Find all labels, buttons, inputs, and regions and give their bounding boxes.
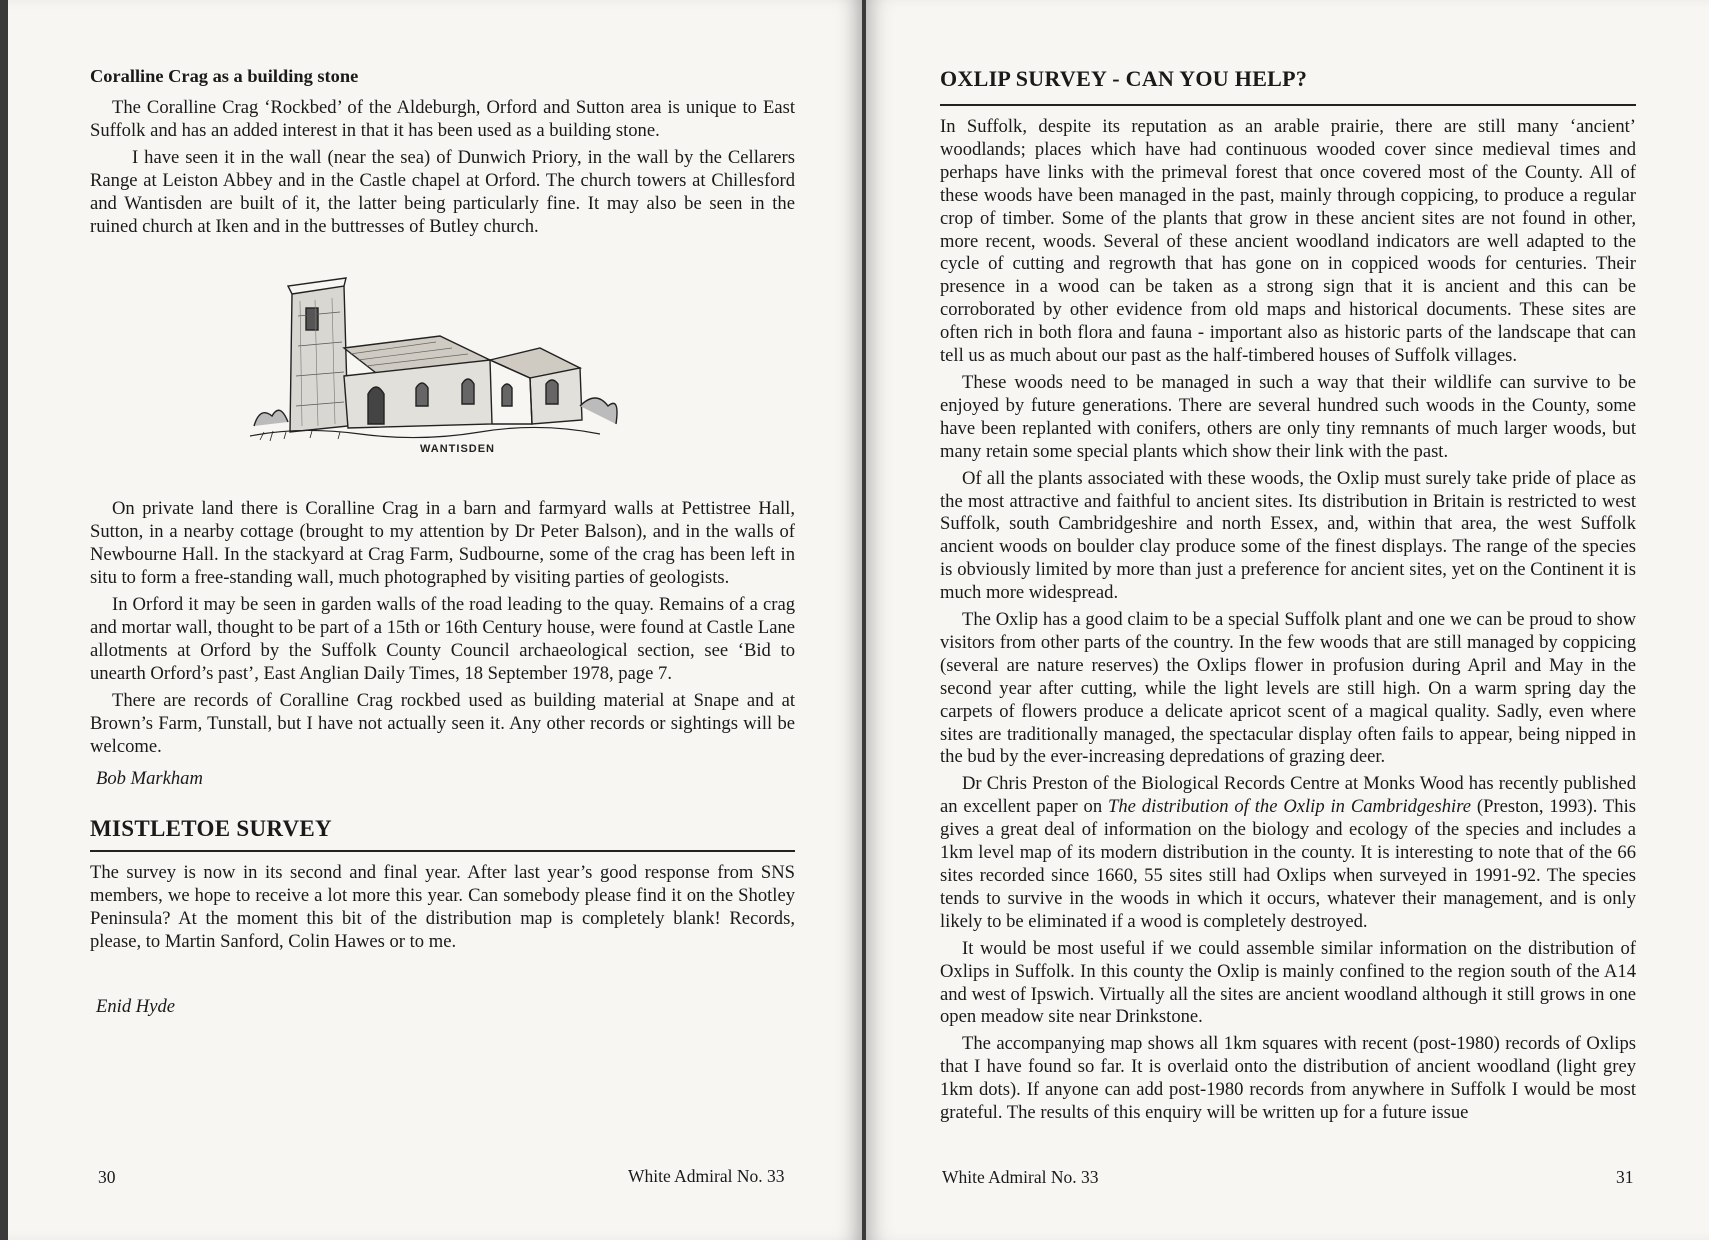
page-number: 31 [1616,1167,1634,1187]
text-run: Dr Chris Preston of the Biological Records Centre at Monks Wood has recently published an excellent paper on [940,773,1636,818]
illustration-caption: WANTISDEN [420,443,495,456]
paragraph: I have seen it in the wall (near the sea) of Dunwich Priory, in the wall by the Cellarers Range at Leiston Abbey and in the Castle chapel at Orford. The church towers at Chillesford and Wantisden are built of it, the latter being particularly fine. It may also be seen in the ruined church at Iken and in the buttresses of Butley church. [90,146,795,237]
publication-footer: White Admiral No. 33 [942,1167,1099,1187]
church-illustration [240,256,670,476]
paragraph: In Orford it may be seen in garden walls of the road leading to the quay. Remains of a crag and mortar wall, thought to be part of a 15th or 16th Century house, were found at Castle Lane allotments at Orford by the Suffolk County Council archaeological section, see ‘Bid to unearth Orford’s past’, East Anglian Daily Times, 18 September 1978, page 7. [90,594,795,684]
section-heading: MISTLETOE SURVEY [90,816,795,852]
publication-footer: White Admiral No. 33 [628,1166,785,1186]
paragraph: There are records of Coralline Crag rockbed used as building material at Snape and at Brown’s Farm, Tunstall, but I have not actually seen it. Any other records or sightings will be welcome. [90,689,795,757]
page-number: 30 [98,1167,116,1187]
paragraph: The Coralline Crag ‘Rockbed’ of the Aldeburgh, Orford and Sutton area is unique to East Suffolk and has an added interest in that it has been used as a building stone. [90,97,795,141]
paragraph [940,773,1636,933]
author-signature: Enid Hyde [96,996,175,1018]
author-signature: Bob Markham [96,768,203,790]
cited-paper-title: The distribution of the Oxlip in Cambridgeshire [1108,796,1472,818]
wantisden-church-drawing [240,256,670,476]
article-subheading: Coralline Crag as a building stone [90,66,359,86]
text-run: (Preston, 1993). This gives a great deal of information on the biology and ecology of the species and includes a 1km level map of its modern distribution in the county. It is interesting to note that of the 66 sites recorded since 1660, 55 sites still had Oxlips when surveyed in 1991-92. The species tends to survive in the woods in which it occurs, whatever their management, and is only likely to be eliminated if a wood is completely destroyed. [940,796,1636,932]
paragraph: On private land there is Coralline Crag in a barn and farmyard walls at Pettistree Hall, Sutton, in a nearby cottage (brought to my attention by Dr Peter Balson), and in the walls of Newbourne Hall. In the stackyard at Crag Farm, Sudbourne, some of the crag has been left in situ to form a free-standing wall, much photographed by visiting parties of geologists. [90,498,795,589]
left-page [8,0,862,1240]
left-page-content [90,66,795,1018]
paragraph: The accompanying map shows all 1km squares with recent (post-1980) records of Oxlips that I have found so far. It is overlaid onto the distribution of ancient woodland (light grey 1km dots). If anyone can add post-1980 records from anywhere in Suffolk I would be most grateful. The results of this enquiry will be written up for a future issue [940,1033,1636,1124]
paragraph: These woods need to be managed in such a way that their wildlife can survive to be enjoyed by future generations. There are several hundred such woods in the County, some have been replanted with conifers, others are only tiny remnants of much larger woods, but many retain some special plants which show their link with the past. [940,371,1636,462]
paragraph: The survey is now in its second and final year. After last year’s good response from SNS members, we hope to receive a lot more this year. Can somebody please find it on the Shotley Peninsula? At the moment this bit of the distribution map is completely blank! Records, please, to Martin Sanford, Colin Hawes or to me. [90,862,795,953]
paragraph: In Suffolk, despite its reputation as an arable prairie, there are still many ‘ancient’ woodlands; places which have had continuous wooded cover since medieval times and perhaps have links with the primeval forest that once covered most of the County. All of these woods have been managed in the past, mainly through coppicing, to produce a regular crop of timber. Some of the plants that grow in these ancient sites are not found in other, more recent, woods. Several of these ancient woodland indicators are well adapted to the cycle of cutting and regrowth that has gone on in coppiced woods for centuries. Their presence in a wood can be taken as a strong sign that it is ancient and this can be corroborated by other evidence from old maps and historical documents. These sites are often rich in both flora and fauna - important also as historic parts of the landscape that can tell us as much about our past as the half-timbered houses of Suffolk villages. [940,116,1636,367]
paragraph: It would be most useful if we could assemble similar information on the distribution of Oxlips in Suffolk. In this county the Oxlip is mainly confined to the region south of the A14 and west of Ipswich. Virtually all the sites are ancient woodland although it still grows in one open meadow site near Drinkstone. [940,937,1636,1028]
right-page-content [940,66,1636,1125]
paragraph: Of all the plants associated with these woods, the Oxlip must surely take pride of place as the most attractive and faithful to ancient sites. Its distribution in Britain is restricted to west Suffolk, south Cambridgeshire and north Essex, and, within that area, the west Suffolk ancient woods on boulder clay produce some of the finest displays. The range of the species is obviously limited by more than just a preference for ancient sites, yet on the Continent it is much more widespread. [940,467,1636,604]
paragraph: The Oxlip has a good claim to be a special Suffolk plant and one we can be proud to show visitors from other parts of the country. In the few woods that are still managed by coppicing (several are nature reserves) the Oxlips flower in profusion during April and May in the second year after cutting, while the light levels are still high. On a warm spring day the carpets of flowers produce a delicate apricot scent of a magical quality. Sadly, even where sites are traditionally managed, the spectacular display often fails to appear, being nipped in the bud by the ever-increasing depredations of grazing deer. [940,609,1636,768]
section-heading: OXLIP SURVEY - CAN YOU HELP? [940,66,1636,106]
right-page [866,0,1709,1240]
